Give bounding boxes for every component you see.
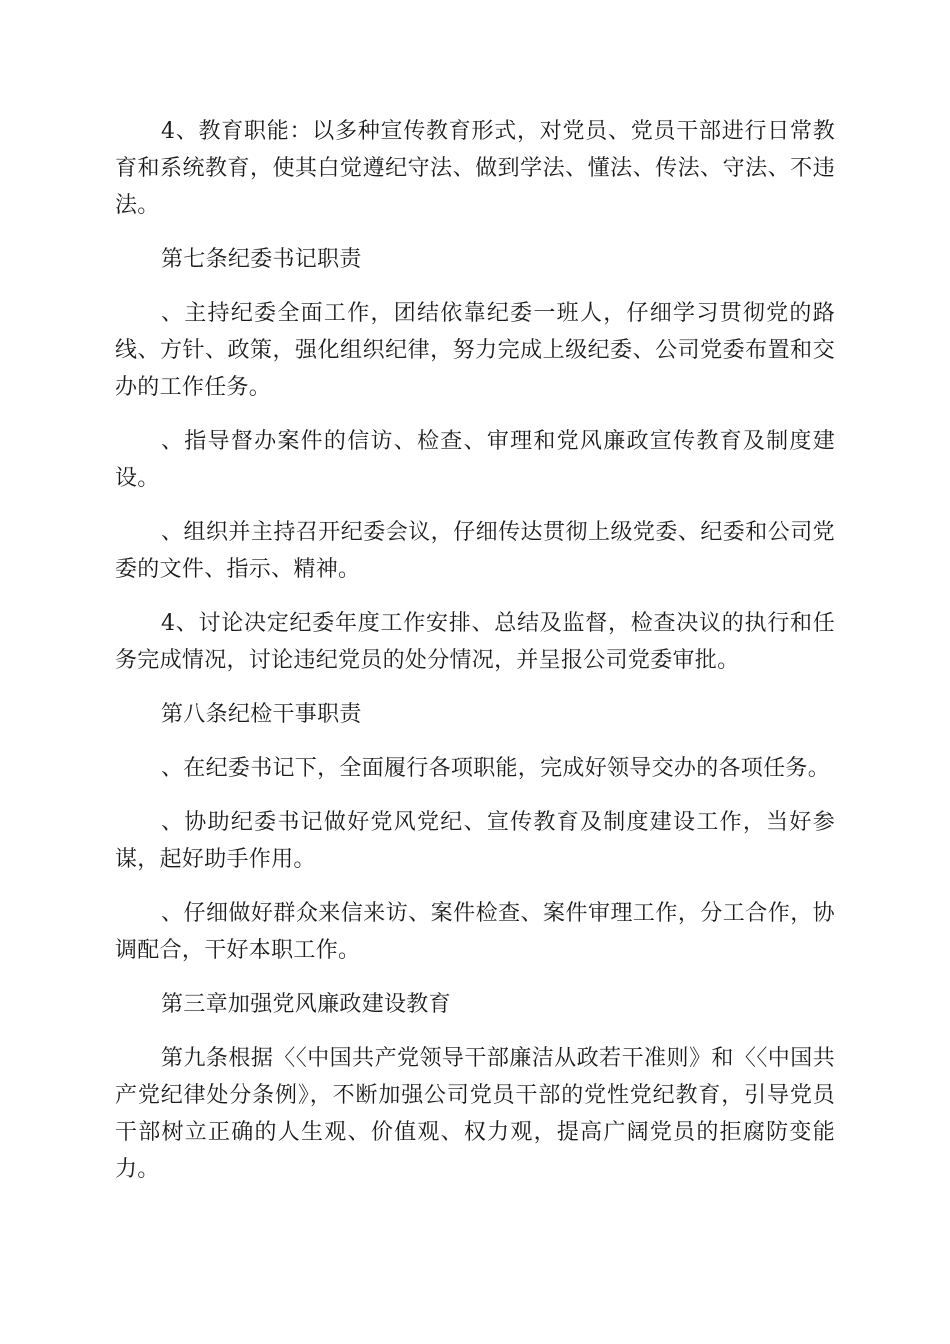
heading-article-8: 第八条纪检干事职责 (161, 702, 362, 727)
paragraph-article-9: 第九条根据〈〈中国共产党领导干部廉洁从政若干准则》和〈〈中国共产党纪律处分条例》，不断加强公司党员干部的党性党纪教育，引导党员干部树立正确的人生观、价值观、权力观，提高广阔党员的拒腐防变能力。 (115, 1046, 835, 1182)
document-body (115, 113, 835, 1205)
paragraph-article-8-item-1: 、在纪委书记下，全面履行各项职能，完成好领导交办的各项任务。 (161, 756, 831, 781)
paragraph-education-function: 4、教育职能：以多种宣传教育形式，对党员、党员干部进行日常教育和系统教育，使其白觉遵纪守法、做到学法、懂法、传法、守法、不违法。 (115, 119, 835, 218)
paragraph-article-7-item-2: 、指导督办案件的信访、检查、审理和党风廉政宣传教育及制度建设。 (115, 429, 835, 491)
heading-article-7: 第七条纪委书记职责 (161, 247, 362, 272)
paragraph-article-7-item-4: 4、讨论决定纪委年度工作安排、总结及监督，检查决议的执行和任务完成情况，讨论违纪党员的处分情况，并呈报公司党委审批。 (115, 611, 835, 673)
paragraph-article-7-item-3: 、组织并主持召开纪委会议，仔细传达贯彻上级党委、纪委和公司党委的文件、指示、精神。 (115, 520, 835, 582)
paragraph-article-7-item-1: 、主持纪委全面工作，团结依靠纪委一班人，仔细学习贯彻党的路线、方针、政策，强化组织纪律，努力完成上级纪委、公司党委布置和交办的工作任务。 (115, 301, 835, 400)
paragraph-article-8-item-2: 、协助纪委书记做好党风党纪、宣传教育及制度建设工作，当好参谋，起好助手作用。 (115, 810, 835, 872)
heading-chapter-3: 第三章加强党风廉政建设教育 (161, 992, 451, 1017)
paragraph-article-8-item-3: 、仔细做好群众来信来访、案件检查、案件审理工作，分工合作，协调配合，干好本职工作。 (115, 901, 835, 963)
